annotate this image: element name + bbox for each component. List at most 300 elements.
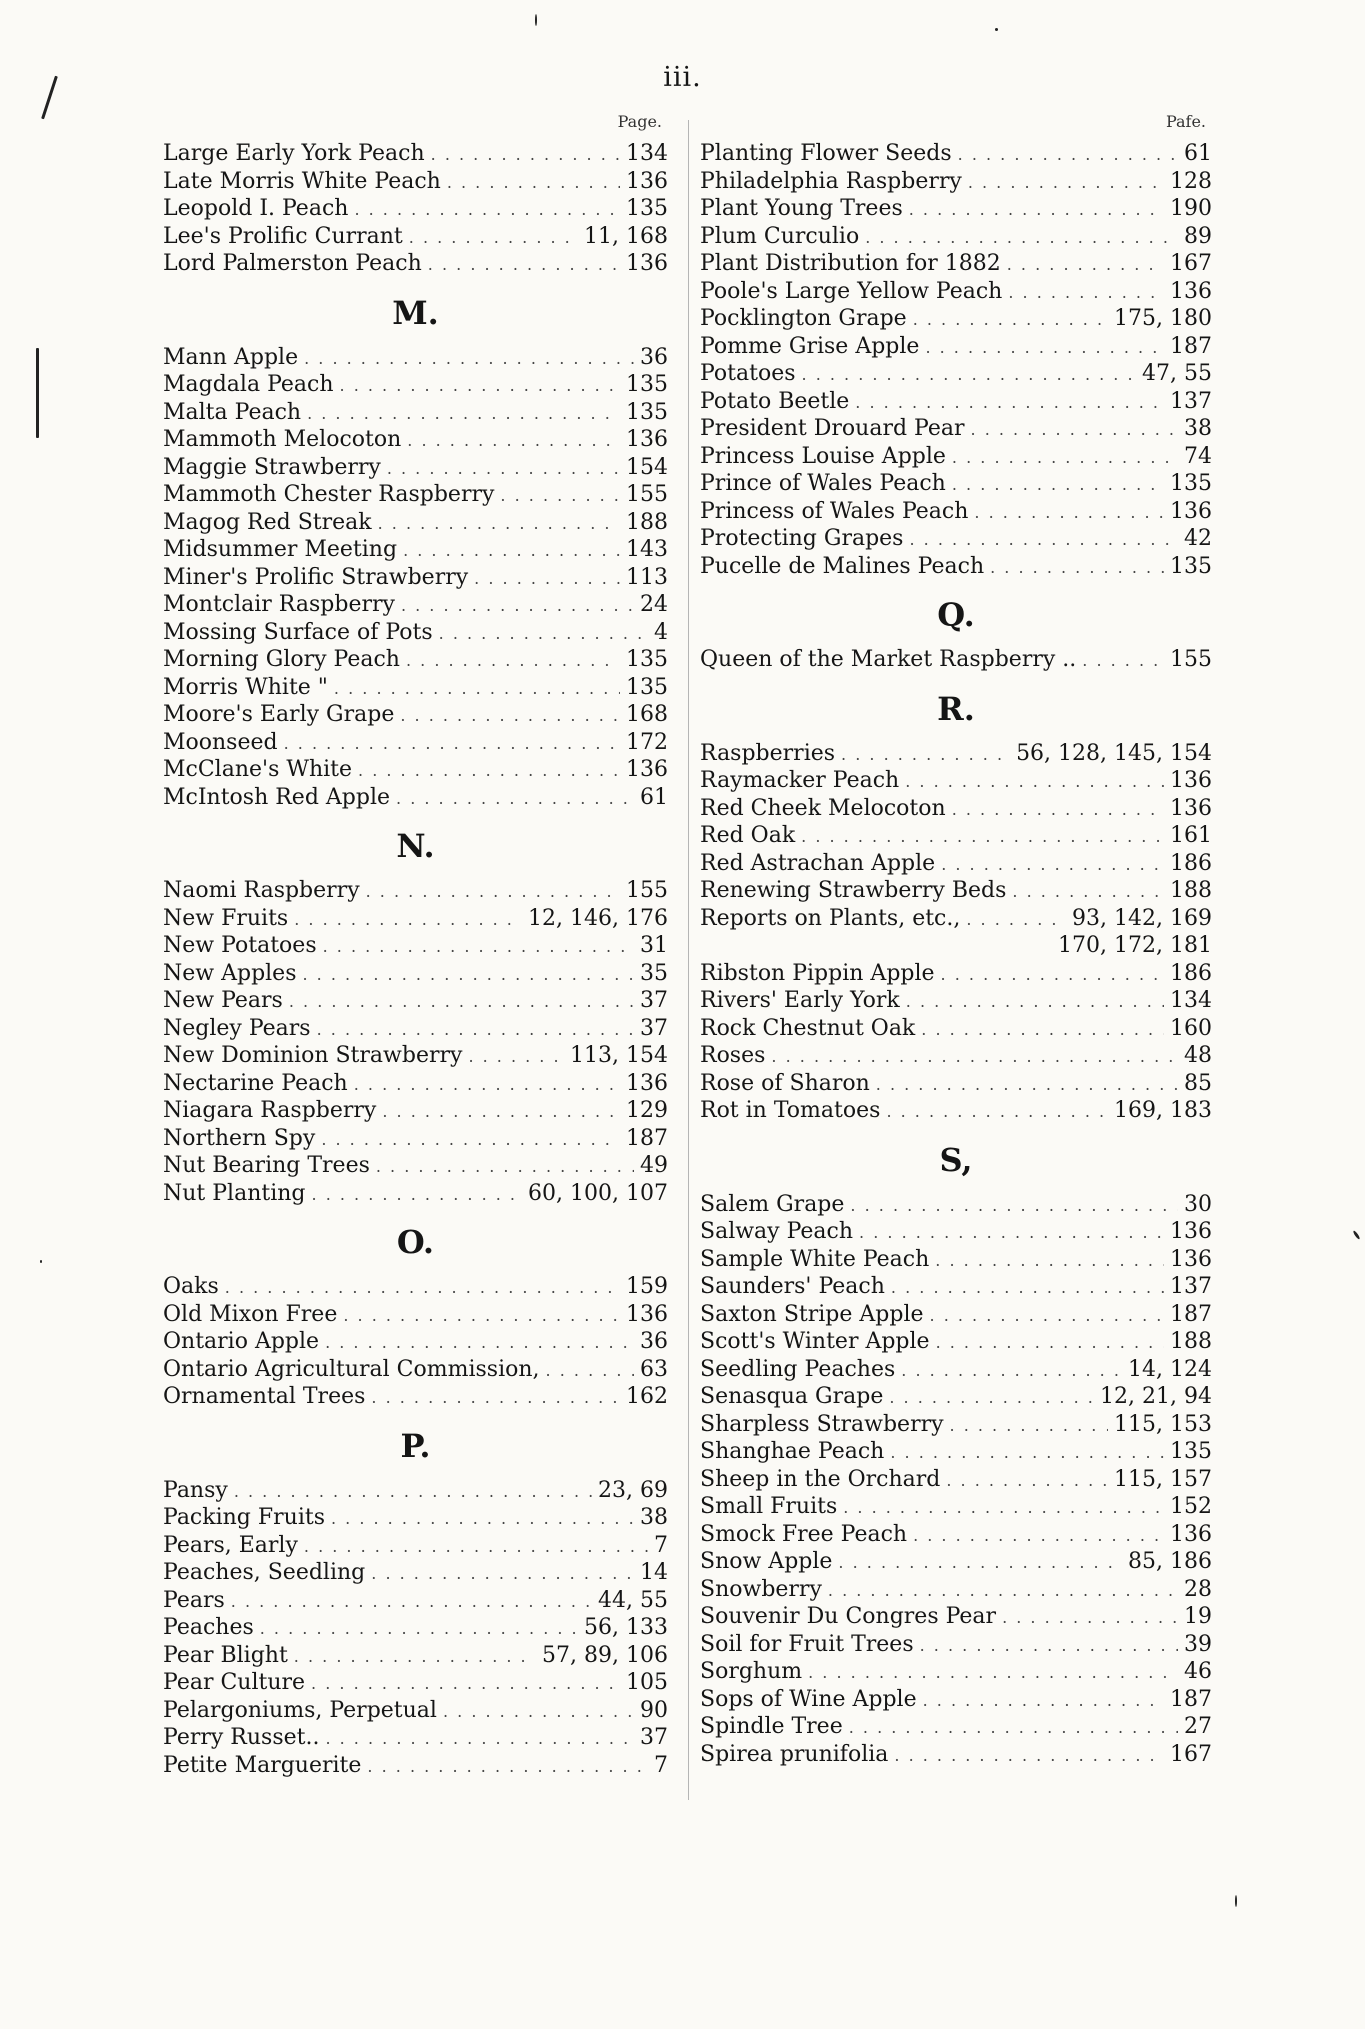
dot-leader [343, 1302, 620, 1330]
index-entry-mann-apple [163, 344, 668, 372]
dot-leader [382, 1098, 620, 1126]
index-entry-smock-free-peach [700, 1521, 1212, 1549]
index-entry-sorghum [700, 1658, 1212, 1686]
dot-leader [1008, 279, 1164, 307]
entry-pages: 60, 100, 107 [528, 1180, 668, 1206]
entry-pages: 115, 153 [1114, 1411, 1212, 1437]
entry-pages: 14 [640, 1560, 668, 1585]
entry-pages: 128 [1170, 168, 1212, 194]
entry-pages: 7 [654, 1532, 668, 1558]
entry-term: Perry Russet.. [163, 1725, 320, 1750]
entry-term: Princess of Wales Peach [700, 498, 969, 524]
index-entry-senasqua-grape [700, 1383, 1212, 1411]
index-entry-saxton-stripe-apple [700, 1301, 1212, 1329]
index-entry-ontario-apple [163, 1328, 668, 1356]
dot-leader [334, 675, 620, 703]
dot-leader [1002, 1604, 1178, 1632]
entry-pages: 74 [1184, 443, 1212, 469]
entry-term: Red Oak [700, 823, 796, 848]
entry-term: Senasqua Grape [700, 1384, 884, 1409]
dot-leader [284, 730, 620, 758]
entry-pages: 188 [1170, 1329, 1212, 1354]
dot-leader [886, 1098, 1108, 1126]
entry-term: Large Early York Peach [163, 141, 425, 166]
entry-pages: 170, 172, 181 [1058, 933, 1212, 958]
index-entry-mossing-surface-of-pots [163, 619, 668, 647]
entry-term: Malta Peach [163, 399, 302, 425]
page-column-header: Pafe. [1165, 112, 1206, 131]
entry-pages: 137 [1170, 1274, 1212, 1299]
entry-pages: 49 [640, 1153, 668, 1178]
index-entry-morris-white [163, 674, 668, 702]
entry-term: Spindle Tree [700, 1714, 843, 1739]
dot-leader [447, 169, 620, 197]
dot-leader [890, 1439, 1164, 1467]
dot-leader [865, 224, 1178, 252]
dot-leader [855, 389, 1164, 417]
entry-pages: 135 [1170, 471, 1212, 496]
entry-term: Philadelphia Raspberry [700, 168, 962, 194]
entry-term: Princess Louise Apple [700, 443, 946, 469]
dot-leader [234, 1478, 592, 1506]
entry-term: Old Mixon Free [163, 1301, 338, 1327]
index-entry-ornamental-trees [163, 1383, 668, 1411]
index-entry-midsummer-meeting [163, 536, 668, 564]
entry-pages: 136 [626, 168, 668, 194]
entry-pages: 31 [640, 933, 668, 958]
index-entry-rivers-early-york [700, 987, 1212, 1015]
dot-leader [289, 988, 634, 1016]
index-entry-new-dominion-strawberry [163, 1042, 668, 1070]
entry-term: Ornamental Trees [163, 1384, 366, 1409]
entry-term: Lee's Prolific Currant [163, 223, 403, 249]
dot-leader [376, 1153, 634, 1181]
entry-term: New Dominion Strawberry [163, 1043, 463, 1068]
index-entry-spindle-tree [700, 1713, 1212, 1741]
entry-pages: 129 [626, 1098, 668, 1123]
entry-pages: 136 [626, 427, 668, 452]
section-letter-q: Q. [937, 596, 975, 634]
index-entry-moore-s-early-grape [163, 701, 668, 729]
entry-term: Montclair Raspberry [163, 592, 395, 617]
dot-leader [966, 906, 1066, 934]
dot-leader [225, 1274, 620, 1302]
entry-term: Lord Palmerston Peach [163, 251, 422, 276]
index-entry-small-fruits [700, 1493, 1212, 1521]
dot-leader [921, 1016, 1164, 1044]
entry-term: Rock Chestnut Oak [700, 1015, 916, 1041]
entry-term: Pomme Grise Apple [700, 333, 920, 359]
entry-term: Pelargoniums, Perpetual [163, 1697, 437, 1723]
entry-term: Ontario Agricultural Commission, [163, 1356, 540, 1382]
entry-pages: 35 [640, 960, 668, 986]
index-entry-sheep-in-the-orchard [700, 1466, 1212, 1494]
index-entry-lord-palmerston-peach [163, 250, 668, 278]
index-entry-lee-s-prolific-currant [163, 223, 668, 251]
index-entry-sops-of-wine-apple [700, 1686, 1212, 1714]
index-entry-new-potatoes [163, 932, 668, 960]
index-entry-nectarine-peach [163, 1070, 668, 1098]
entry-pages: 115, 157 [1114, 1466, 1212, 1492]
entry-pages: 135 [626, 372, 668, 397]
dot-leader [808, 1659, 1178, 1687]
entry-pages: 38 [1184, 416, 1212, 441]
section-letter-p: P. [400, 1426, 431, 1465]
entry-term: Naomi Raspberry [163, 878, 360, 903]
index-entry-prince-of-wales-peach [700, 470, 1212, 498]
index-entry-pear-culture [163, 1669, 668, 1697]
dot-leader [371, 1560, 634, 1588]
entry-term: Pears, Early [163, 1532, 298, 1558]
entry-term: Northern Spy [163, 1125, 316, 1151]
index-entry-magdala-peach [163, 371, 668, 399]
index-entry-mcclane-s-white [163, 756, 668, 784]
index-entry-pear-blight [163, 1642, 668, 1670]
dot-leader [443, 1698, 634, 1726]
index-entry-nut-planting [163, 1180, 668, 1208]
index-entry-potatoes [700, 360, 1212, 388]
dot-leader [952, 471, 1164, 499]
entry-term: Negley Pears [163, 1015, 311, 1041]
entry-term: McIntosh Red Apple [163, 784, 391, 810]
entry-pages: 190 [1170, 196, 1212, 221]
index-entry-ontario-agricultural-commission [163, 1356, 668, 1384]
index-entry-scott-s-winter-apple [700, 1328, 1212, 1356]
dot-leader [841, 741, 1010, 769]
entry-pages: 136 [1170, 1219, 1212, 1244]
entry-pages: 89 [1184, 223, 1212, 249]
index-entry-saunders-peach [700, 1273, 1212, 1301]
entry-term: Magdala Peach [163, 372, 334, 397]
entry-term: Queen of the Market Raspberry .. [700, 647, 1077, 672]
index-entry-potato-beetle [700, 388, 1212, 416]
entry-pages: 135 [626, 674, 668, 700]
entry-term: Saxton Stripe Apple [700, 1301, 924, 1327]
dot-leader [801, 823, 1164, 851]
entry-term: Rivers' Early York [700, 988, 900, 1013]
entry-pages: 93, 142, 169 [1072, 905, 1212, 931]
dot-leader [304, 345, 634, 373]
entry-pages: 19 [1184, 1604, 1212, 1629]
dot-leader [406, 647, 620, 675]
entry-pages: 167 [1170, 1741, 1212, 1767]
dot-leader [925, 334, 1164, 362]
entry-pages: 61 [640, 784, 668, 810]
index-entry-seedling-peaches [700, 1356, 1212, 1384]
dot-leader [367, 1753, 648, 1781]
entry-pages: 113, 154 [570, 1043, 668, 1068]
entry-term: Petite Marguerite [163, 1752, 362, 1778]
dot-leader [325, 1725, 634, 1753]
dot-leader [317, 1016, 634, 1044]
entry-pages: 85 [1184, 1070, 1212, 1096]
entry-term: Sharpless Strawberry [700, 1411, 944, 1437]
dot-leader [354, 196, 620, 224]
dot-leader [321, 1126, 620, 1154]
entry-pages: 187 [1170, 1686, 1212, 1712]
dot-leader [894, 1742, 1164, 1770]
entry-pages: 168 [626, 702, 668, 727]
index-entry-peaches-seedling [163, 1559, 668, 1587]
dot-leader [968, 169, 1164, 197]
dot-leader [850, 1192, 1178, 1220]
entry-term: Moonseed [163, 729, 278, 755]
index-entry-mammoth-chester-raspberry [163, 481, 668, 509]
index-entry-president-drouard-pear [700, 415, 1212, 443]
entry-term: Seedling Peaches [700, 1356, 896, 1382]
index-entry-morning-glory-peach [163, 646, 668, 674]
index-entry-maggie-strawberry [163, 454, 668, 482]
entry-term: Pucelle de Malines Peach [700, 553, 985, 579]
entry-term: Snowberry [700, 1576, 822, 1602]
dot-leader [909, 196, 1164, 224]
index-entry-new-fruits [163, 905, 668, 933]
dot-leader [409, 224, 578, 252]
dot-leader [913, 306, 1108, 334]
entry-term: Peaches [163, 1615, 254, 1640]
index-entry-salway-peach [700, 1218, 1212, 1246]
dot-leader [901, 1357, 1122, 1385]
entry-pages: 36 [640, 1329, 668, 1354]
index-entry-oaks [163, 1273, 668, 1301]
dot-leader [971, 416, 1178, 444]
entry-term: Roses [700, 1043, 766, 1068]
entry-pages: 27 [1184, 1714, 1212, 1739]
entry-pages: 113 [626, 564, 668, 590]
dot-leader [920, 1632, 1178, 1660]
dot-leader [403, 537, 620, 565]
entry-pages: 39 [1184, 1631, 1212, 1657]
dot-leader [828, 1577, 1178, 1605]
entry-pages: 152 [1170, 1494, 1212, 1519]
entry-pages: 162 [626, 1384, 668, 1409]
index-entry-pansy [163, 1477, 668, 1505]
dot-leader [428, 251, 620, 279]
entry-term: Oaks [163, 1274, 219, 1299]
entry-term: Mossing Surface of Pots [163, 619, 433, 645]
entry-pages: 14, 124 [1128, 1356, 1212, 1382]
entry-term: Mann Apple [163, 344, 299, 370]
scan-speck [1352, 1230, 1360, 1240]
entry-term: Miner's Prolific Strawberry [163, 564, 469, 590]
entry-term: Pears [163, 1587, 225, 1613]
index-entry-moonseed [163, 729, 668, 757]
entry-term: Poole's Large Yellow Peach [700, 278, 1003, 304]
index-entry-northern-spy [163, 1125, 668, 1153]
dot-leader [802, 361, 1137, 389]
entry-term: Pear Culture [163, 1670, 306, 1695]
dot-leader [909, 526, 1178, 554]
entry-pages: 4 [654, 619, 668, 645]
dot-leader [849, 1714, 1178, 1742]
index-entry-sample-white-peach [700, 1246, 1212, 1274]
dot-leader [401, 592, 634, 620]
page-number: iii. [663, 62, 702, 93]
entry-term: Mammoth Melocoton [163, 427, 402, 452]
dot-leader [946, 1467, 1108, 1495]
index-entry-reports-on-plants-etc [700, 905, 1212, 933]
scan-speck [995, 28, 998, 31]
entry-term: Peaches, Seedling [163, 1560, 366, 1585]
dot-leader [941, 851, 1164, 879]
index-entry-pomme-grise-apple [700, 333, 1212, 361]
entry-pages: 172 [626, 729, 668, 755]
index-entry-poole-s-large-yellow-peach [700, 278, 1212, 306]
index-entry-spirea-prunifolia [700, 1741, 1212, 1769]
index-entry-peaches [163, 1614, 668, 1642]
entry-term: Sorghum [700, 1659, 803, 1684]
entry-pages: 136 [1170, 498, 1212, 524]
entry-pages: 134 [1170, 988, 1212, 1013]
index-entry-renewing-strawberry-beds [700, 877, 1212, 905]
entry-pages: 12, 21, 94 [1100, 1384, 1212, 1409]
entry-pages: 167 [1170, 251, 1212, 276]
index-entry-queen-of-the-market-raspberry [700, 646, 1212, 674]
entry-pages: 161 [1170, 823, 1212, 848]
dot-leader [889, 1384, 1094, 1412]
dot-leader [366, 878, 620, 906]
dot-leader [958, 141, 1178, 169]
entry-pages: 48 [1184, 1043, 1212, 1068]
dot-leader [974, 499, 1164, 527]
entry-pages: 155 [1170, 647, 1212, 672]
dot-leader [1012, 878, 1164, 906]
entry-term: Sheep in the Orchard [700, 1466, 941, 1492]
dot-leader [990, 554, 1164, 582]
entry-term: Potatoes [700, 361, 796, 386]
index-entry-malta-peach [163, 399, 668, 427]
dot-leader [260, 1615, 578, 1643]
entry-term: Pansy [163, 1477, 228, 1503]
page-column-header: Page. [617, 112, 662, 131]
entry-pages: 135 [1170, 1439, 1212, 1464]
entry-term: Niagara Raspberry [163, 1098, 377, 1123]
dot-leader [843, 1494, 1164, 1522]
entry-pages: 188 [1170, 878, 1212, 903]
index-entry-red-astrachan-apple [700, 850, 1212, 878]
entry-term: Raspberries [700, 740, 836, 766]
entry-pages: 44, 55 [598, 1587, 668, 1613]
index-entry-leopold-i-peach [163, 195, 668, 223]
index-column-left [163, 112, 668, 1779]
entry-pages: 155 [626, 482, 668, 507]
dot-leader [378, 510, 620, 538]
entry-term: Morris White " [163, 674, 328, 700]
entry-pages: 28 [1184, 1576, 1212, 1602]
entry-pages: 136 [1170, 1521, 1212, 1547]
section-letter-r: R. [937, 689, 975, 728]
dot-leader [439, 620, 648, 648]
entry-pages: 135 [626, 647, 668, 672]
entry-term: Protecting Grapes [700, 526, 904, 551]
dot-leader [930, 1302, 1164, 1330]
entry-term: Snow Apple [700, 1549, 833, 1574]
entry-term: Red Cheek Melocoton [700, 795, 946, 821]
dot-leader [307, 400, 620, 428]
index-entry-red-oak [700, 822, 1212, 850]
entry-term: Renewing Strawberry Beds [700, 878, 1007, 903]
entry-pages: 136 [1170, 768, 1212, 793]
dot-leader [891, 1274, 1164, 1302]
entry-pages: 38 [640, 1505, 668, 1530]
entry-pages: 63 [640, 1356, 668, 1382]
entry-term: Spirea prunifolia [700, 1741, 889, 1767]
dot-leader [913, 1522, 1164, 1550]
entry-term: Pocklington Grape [700, 306, 907, 331]
index-entry-philadelphia-raspberry [700, 168, 1212, 196]
entry-term: Sample White Peach [700, 1246, 930, 1272]
entry-term: Small Fruits [700, 1494, 838, 1519]
entry-term: President Drouard Pear [700, 416, 965, 441]
index-entry-raspberries [700, 740, 1212, 768]
entry-term: New Potatoes [163, 933, 317, 958]
index-entry-naomi-raspberry [163, 877, 668, 905]
scan-speck [1235, 1895, 1237, 1907]
entry-term: McClane's White [163, 757, 353, 782]
entry-pages: 188 [626, 509, 668, 535]
index-entry-magog-red-streak [163, 509, 668, 537]
entry-pages: 23, 69 [598, 1477, 668, 1503]
entry-term: Nut Planting [163, 1180, 306, 1206]
dot-leader [304, 1533, 648, 1561]
scan-speck [535, 14, 537, 26]
entry-term: Rot in Tomatoes [700, 1098, 881, 1123]
entry-pages: 56, 133 [584, 1615, 668, 1640]
entry-term: Plant Young Trees [700, 196, 903, 221]
dot-leader [838, 1549, 1122, 1577]
dot-leader [950, 1412, 1109, 1440]
index-entry-perry-russet [163, 1724, 668, 1752]
index-entry-sharpless-strawberry [700, 1411, 1212, 1439]
index-entry-protecting-grapes [700, 525, 1212, 553]
dot-leader [935, 1247, 1164, 1275]
index-entry-mcintosh-red-apple [163, 784, 668, 812]
entry-pages: 7 [654, 1752, 668, 1778]
entry-pages: 11, 168 [584, 223, 668, 249]
index-entry-niagara-raspberry [163, 1097, 668, 1125]
entry-term: Reports on Plants, etc., [700, 905, 961, 931]
entry-pages: 30 [1184, 1191, 1212, 1217]
index-entry-salem-grape [700, 1191, 1212, 1219]
dot-leader [294, 906, 522, 934]
entry-pages: 186 [1170, 960, 1212, 986]
index-entry-souvenir-du-congres-pear [700, 1603, 1212, 1631]
entry-term: Prince of Wales Peach [700, 471, 946, 496]
entry-term: Saunders' Peach [700, 1274, 885, 1299]
entry-term: Sops of Wine Apple [700, 1686, 917, 1712]
dot-leader [905, 768, 1164, 796]
entry-pages: 37 [640, 988, 668, 1013]
entry-term: Plum Curculio [700, 223, 860, 249]
entry-pages: 169, 183 [1114, 1098, 1212, 1123]
dot-leader [952, 796, 1164, 824]
entry-pages: 37 [640, 1725, 668, 1750]
index-entry-rot-in-tomatoes [700, 1097, 1212, 1125]
dot-leader [876, 1071, 1178, 1099]
dot-leader [431, 141, 620, 169]
index-entry-plant-young-trees [700, 195, 1212, 223]
entry-term: Ontario Apple [163, 1329, 320, 1354]
entry-term: Pear Blight [163, 1642, 288, 1668]
entry-pages: 136 [1170, 1246, 1212, 1272]
index-entry-montclair-raspberry [163, 591, 668, 619]
entry-term: Nut Bearing Trees [163, 1153, 370, 1178]
entry-term: Maggie Strawberry [163, 454, 381, 480]
entry-pages: 37 [640, 1015, 668, 1041]
index-entry-plum-curculio [700, 223, 1212, 251]
dot-leader [500, 482, 620, 510]
dot-leader [906, 988, 1164, 1016]
